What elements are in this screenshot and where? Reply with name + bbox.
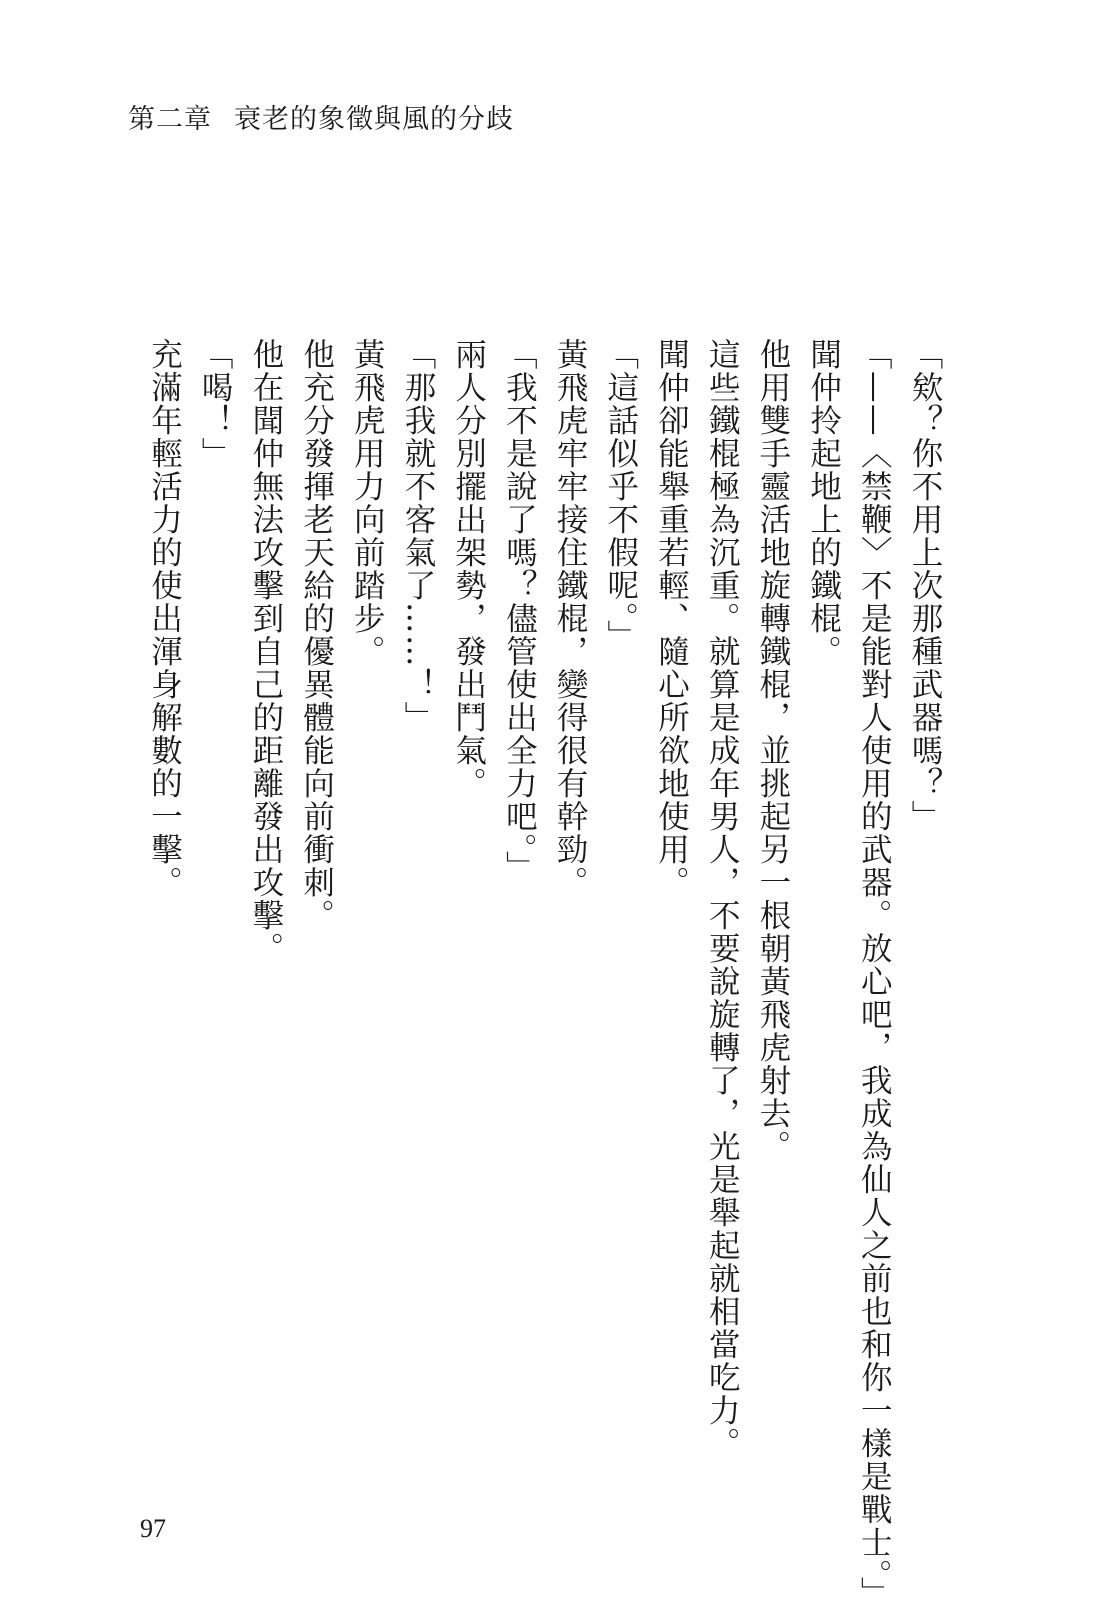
- paragraph-12: 黃飛虎用力向前踏步。: [349, 338, 386, 668]
- page-number: 97: [140, 1514, 166, 1543]
- paragraph-3: 聞仲拎起地上的鐵棍。: [805, 338, 842, 668]
- paragraph-2: 「——〈禁鞭〉不是能對人使用的武器。放心吧，我成為仙人之前也和你一樣是戰士。」: [856, 338, 893, 1610]
- chapter-title: 衰老的象徵與風的分歧: [234, 104, 514, 135]
- chapter-number: 第二章: [128, 104, 212, 135]
- paragraph-1: 「欸？你不用上次那種武器嗎？」: [907, 338, 943, 833]
- paragraph-8: 黃飛虎牢牢接住鐵棍，變得很有幹勁。: [552, 338, 589, 899]
- paragraph-11: 「那我就不客氣了……！」: [399, 338, 436, 734]
- running-head: [128, 106, 514, 133]
- paragraph-4: 他用雙手靈活地旋轉鐵棍，並挑起另一根朝黃飛虎射去。: [754, 338, 791, 1163]
- paragraph-14: 他在聞仲無法攻擊到自己的距離發出攻擊。: [247, 338, 284, 965]
- paragraph-5: 這些鐵棍極為沉重。就算是成年男人，不要說旋轉了，光是舉起就相當吃力。: [704, 338, 741, 1460]
- paragraph-10: 兩人分別擺出架勢，發出鬥氣。: [450, 338, 487, 800]
- paragraph-16: 充滿年輕活力的使出渾身解數的一擊。: [146, 338, 183, 899]
- paragraph-6: 聞仲卻能舉重若輕、隨心所欲地使用。: [653, 338, 690, 899]
- paragraph-15: 「喝！」: [197, 338, 234, 470]
- body-text: [139, 338, 950, 1610]
- paragraph-9: 「我不是說了嗎？儘管使出全力吧。」: [501, 338, 538, 884]
- paragraph-13: 他充分發揮老天給的優異體能向前衝刺。: [298, 338, 335, 932]
- paragraph-7: 「這話似乎不假呢。」: [602, 338, 639, 653]
